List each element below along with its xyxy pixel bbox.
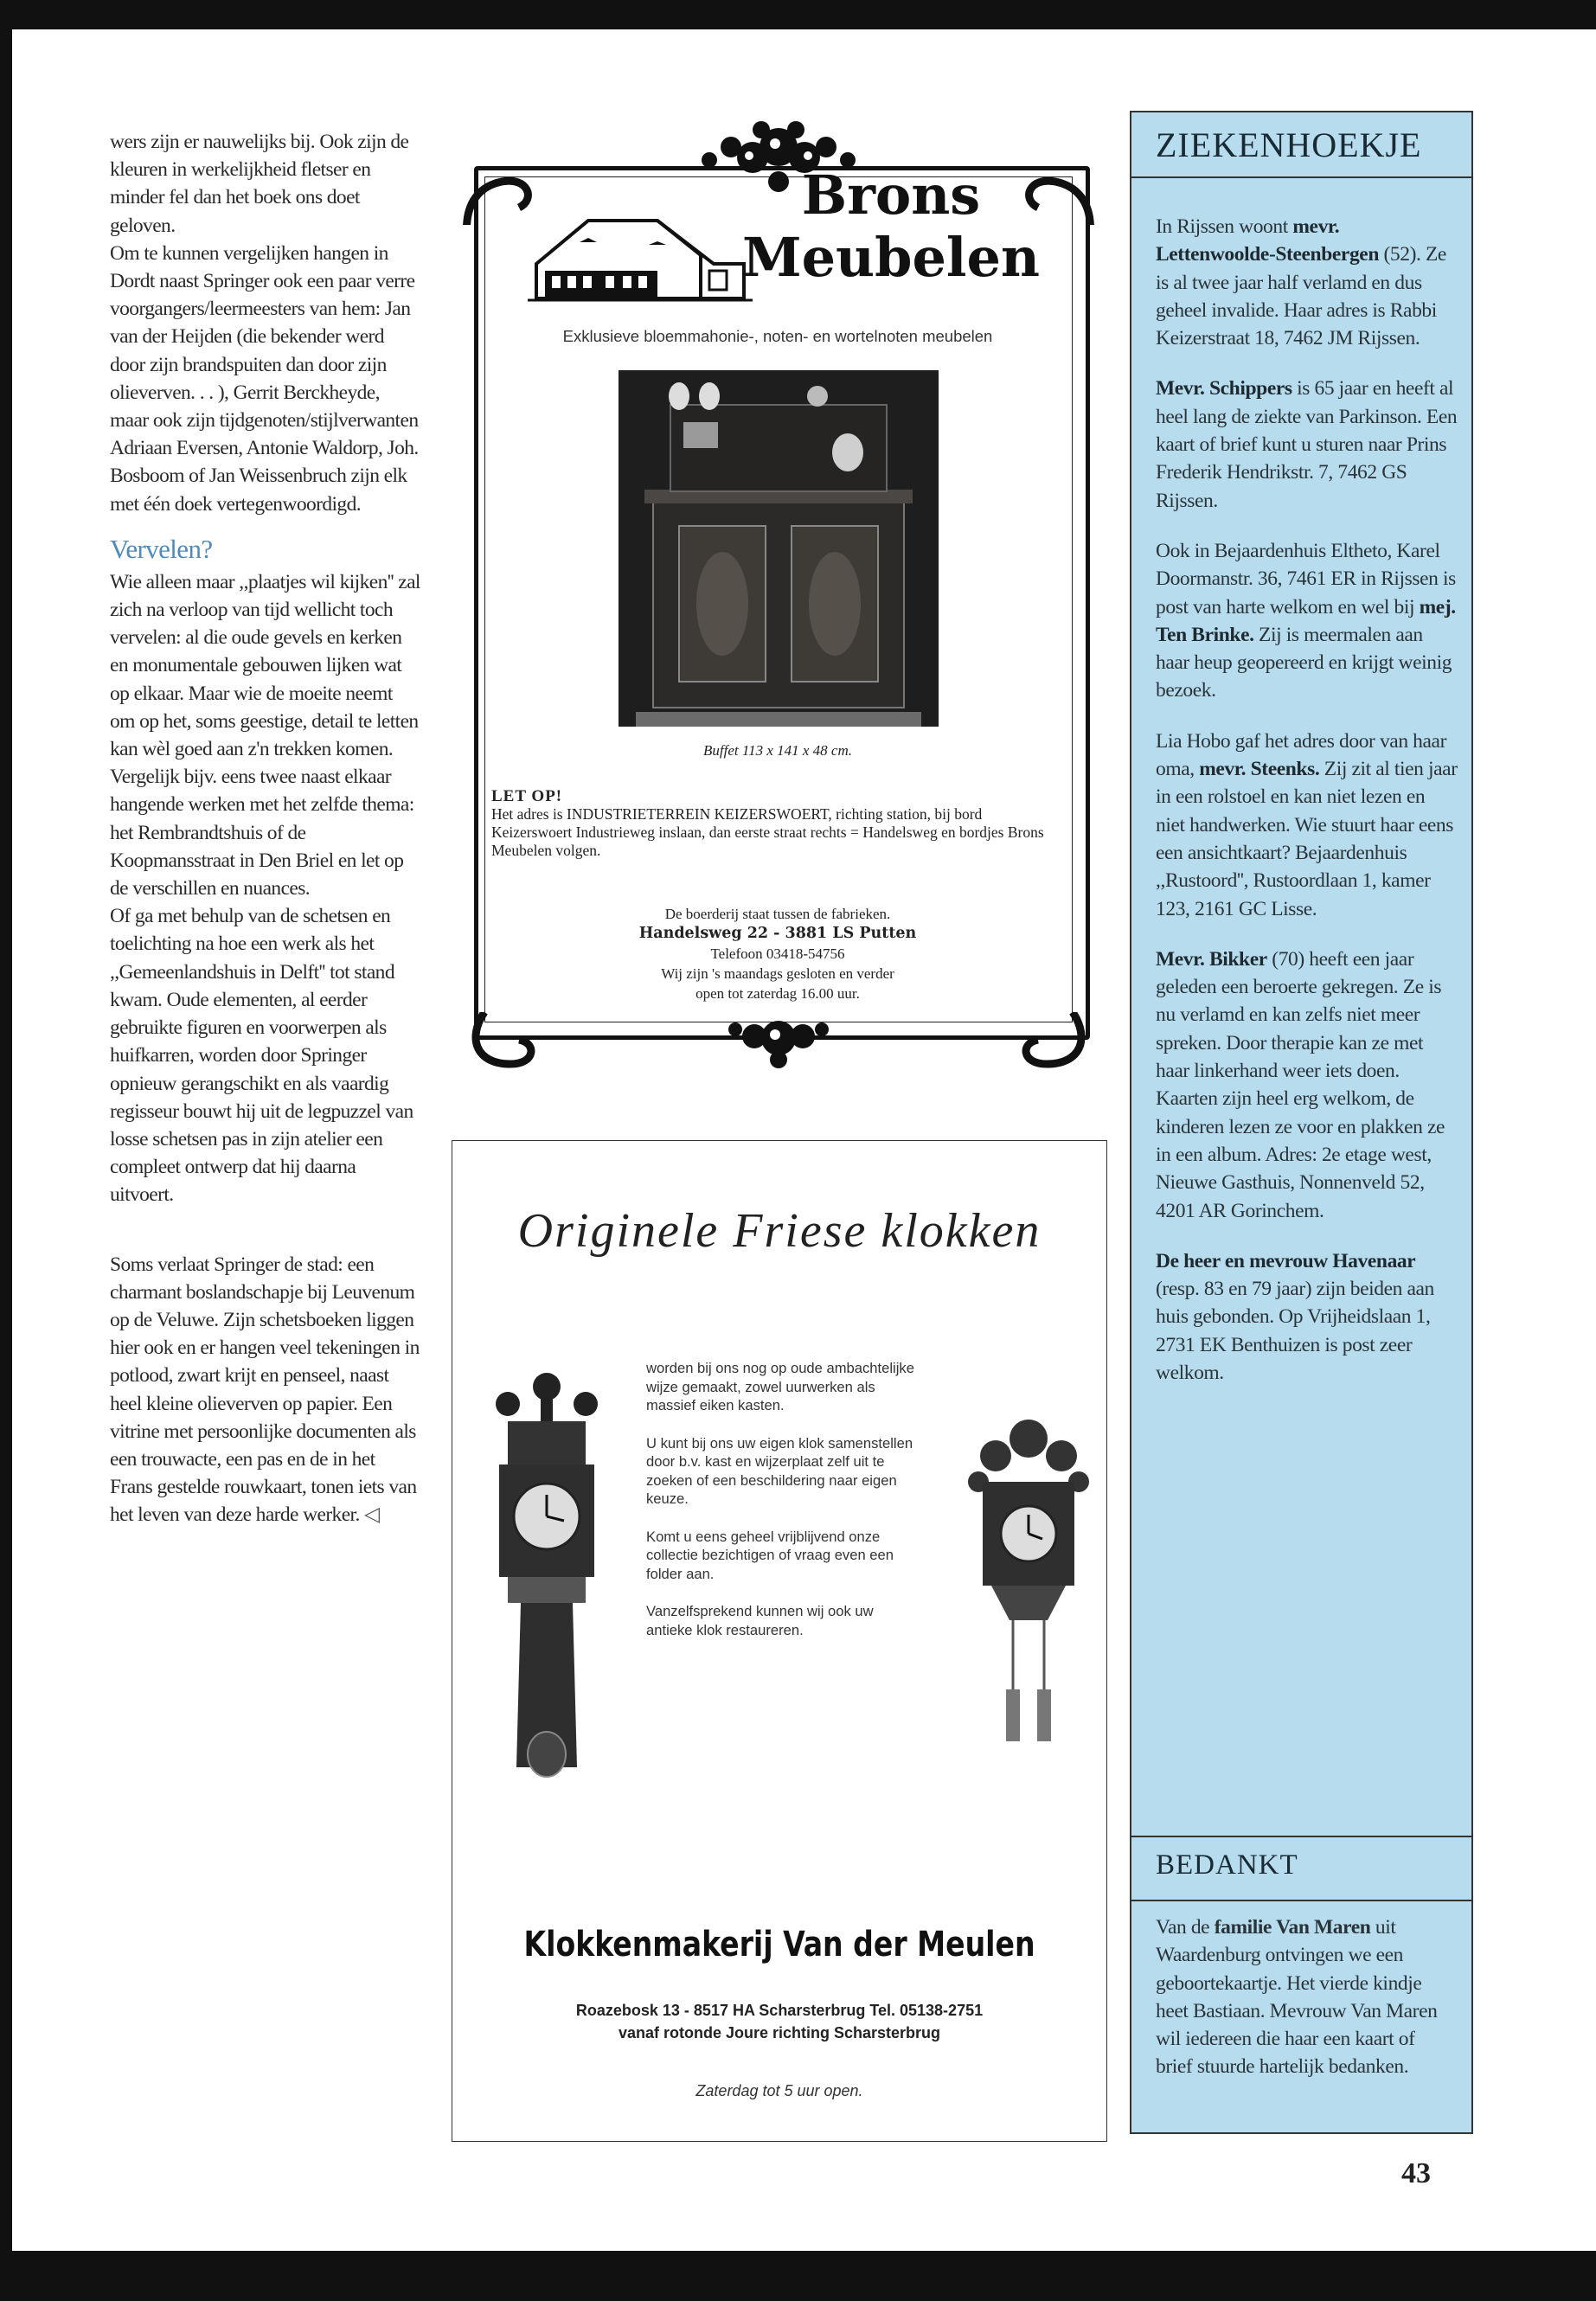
buffet-icon <box>619 370 939 727</box>
clock-left-icon <box>473 1361 620 1811</box>
article-paragraph: Soms verlaat Springer de stad: een charmant boslandschapje bij Leuvenum op de Veluwe. Zijn schetsboeken liggen hier ook en er hangen veel tekeningen in potlood, zwart krijt en penseel, naast heel kleine olieverven op papier. Een vitrine met persoonlijke documenten als een trouwacte, een pas en de in het Frans gestelde rouwkaart, tonen iets van het leven van deze harde werker. ◁ <box>110 1253 420 1527</box>
top-border <box>0 0 1596 29</box>
section-heading: Vervelen? <box>110 533 213 564</box>
article-paragraph: Om te kunnen vergelijken hangen in Dordt naast Springer ook een paar verre voorgangers/leermeesters van hem: Jan van der Heijden (die bekender werd door zijn brandspuiten dan door zijn olieverven. . . ), Gerrit Berckheyde, maar ook zijn tijdgenoten/stijlverwanten Adriaan Eversen, Antonie Waldorp, Joh. Bosboom of Jan Weissenbruch zijn elk met één doek vertegenwoordigd. <box>110 241 419 516</box>
end-mark-icon: ◁ <box>364 1503 380 1527</box>
article-paragraph: Of ga met behulp van de schetsen en toelichting na hoe een werk als het ,,Gemeenlandshuis in Delft'' tot stand kwam. Oude elementen, al eerder gebruikte figuren en voorwerpen als huifkarren, worden door Springer opnieuw gerangschikt en als vaardig regisseur bouwt hij uit de legpuzzel van losse schetsen pas in zijn atelier een compleet ontwerp dat hij daarna uitvoert. <box>110 905 413 1207</box>
ad-address: De boerderij staat tussen de fabrieken. Handelsweg 22 - 3881 LS Putten Telefoon 03418-54756 Wij zijn 's maandags gesloten en verder open tot zaterdag 16.00 uur. <box>638 906 917 1002</box>
article-paragraph: wers zijn er nauwelijks bij. Ook zijn de kleuren in werkelijkheid fletser en minder fel dan het boek ons doet geloven. <box>110 131 409 237</box>
farmhouse-logo-icon <box>528 203 753 307</box>
page-number: 43 <box>1401 2157 1431 2189</box>
opening-hours: Zaterdag tot 5 uur open. <box>695 2082 863 2099</box>
sidebar-entry: In Rijssen woont mevr. Lettenwoolde-Steenbergen (52). Ze is al twee jaar half verlamd en dus geheel invalide. Haar adres is Rabbi Keizerstraat 18, 7462 JM Rijssen. <box>1156 215 1446 350</box>
article-column <box>110 128 421 1529</box>
bedankt-title: BEDANKT <box>1131 1837 1471 1901</box>
photo-caption: Buffet 113 x 141 x 48 cm. <box>702 742 852 759</box>
ornament-bottom-icon <box>450 1012 1107 1081</box>
sidebar-entry: De heer en mevrouw Havenaar (resp. 83 en 79 jaar) zijn beiden aan huis gebonden. Op Vrijheidslaan 1, 2731 EK Benthuizen is post zeer welkom. <box>1156 1249 1434 1384</box>
bedankt-section <box>1131 1836 1471 2081</box>
bottom-border <box>0 2251 1596 2301</box>
left-border <box>0 0 12 2301</box>
company-name: Klokkenmakerij Van der Meulen <box>523 1925 1035 1965</box>
sidebar-entry: Ook in Bejaardenhuis Eltheto, Karel Doormanstr. 36, 7461 ER in Rijssen is post van harte welkom en wel bij mej. Ten Brinke. Zij is meermalen aan haar heup geopereerd en krijgt weinig bezoek. <box>1156 539 1456 702</box>
directions-note: LET OP! Het adres is INDUSTRIETERREIN KEIZERSWOERT, richting station, bij bord Keizerswoert Industrieweg inslaan, dan eerste straat rechts = Handelsweg en bordjes Brons Meubelen volgen. <box>491 787 1044 859</box>
sidebar-entry: Mevr. Schippers is 65 jaar en heeft al heel lang de ziekte van Parkinson. Een kaart of brief kunt u sturen naar Prins Frederik Hendrikstr. 7, 7462 GS Rijssen. <box>1156 377 1458 512</box>
article-paragraph: Wie alleen maar ,,plaatjes wil kijken'' zal zich na verloop van tijd wellicht toch vervelen: al die oude gevels en kerken en monumentale gebouwen lijken wat op elkaar. Maar wie de moeite neemt om op het, soms geestige, detail te letten kan wèl goed aan z'n trekken komen. Vergelijk bijv. eens twee naast elkaar hangende werken met het zelfde thema: het Rembrandtshuis of de Koopmansstraat in Den Briel en let op de verschillen en nuances. <box>110 570 420 901</box>
sidebar-header <box>1131 112 1471 178</box>
ad-subtitle: Exklusieve bloemmahonie-, noten- en wortelnoten meubelen <box>562 327 993 345</box>
sidebar-title: ZIEKENHOEKJE <box>1156 125 1422 164</box>
sidebar-entry: Mevr. Bikker (70) heeft een jaar geleden een beroerte gekregen. Ze is nu verlamd en kan zelfs niet meer spreken. Door therapie kan ze met haar linkerhand weer iets doen. Kaarten zijn heel erg welkom, de kinderen lezen ze voor en plakken ze in een album. Adres: 2e etage west, Nieuwe Gasthuis, Nonnenveld 52, 4201 AR Gorinchem. <box>1156 947 1445 1222</box>
brand-name: Brons Meubelen <box>741 163 1041 289</box>
brons-meubelen-ad <box>450 112 1107 1081</box>
ziekenhoekje-box <box>1130 111 1473 2134</box>
ad-title: Originele Friese klokken <box>517 1204 1042 1258</box>
friese-klokken-ad <box>452 1140 1107 2142</box>
company-address: Roazebosk 13 - 8517 HA Scharsterbrug Tel. 05138-2751 vanaf rotonde Joure richting Scharsterbrug <box>575 2002 984 2041</box>
buffet-photo <box>619 370 939 727</box>
sidebar-entry: Lia Hobo gaf het adres door van haar oma, mevr. Steenks. Zij zit al tien jaar in een rolstoel en kan niet lezen en niet handwerken. Wie stuurt haar eens een ansichtkaart? Bejaardenhuis ,,Rustoord'', Rustoordlaan 1, kamer 123, 2161 GC Lisse. <box>1156 729 1458 920</box>
let-op-label: LET OP! <box>491 787 563 805</box>
sidebar-body <box>1156 213 1458 1409</box>
clock-right-icon <box>961 1361 1096 1811</box>
bedankt-text: Van de familie Van Maren uit Waardenburg ontvingen we een geboortekaartje. Het vierde kindje heet Bastiaan. Mevrouw Van Maren wil iedereen die haar een kaart of brief stuurde hartelijk bedanken. <box>1156 1916 1438 2079</box>
ad-body-text: worden bij ons nog op oude ambachtelijke wijze gemaakt, zowel uurwerken als massief eiken kasten. U kunt bij ons uw eigen klok samenstellen door b.v. kast en wijzerplaat zelf uit te zoeken of een beschildering naar eigen keuze. Komt u eens geheel vrijblijvend onze collectie bezichtigen of vraag even een folder aan. Vanzelfsprekend kunnen wij ook uw antieke klok restaureren. <box>646 1360 914 1638</box>
